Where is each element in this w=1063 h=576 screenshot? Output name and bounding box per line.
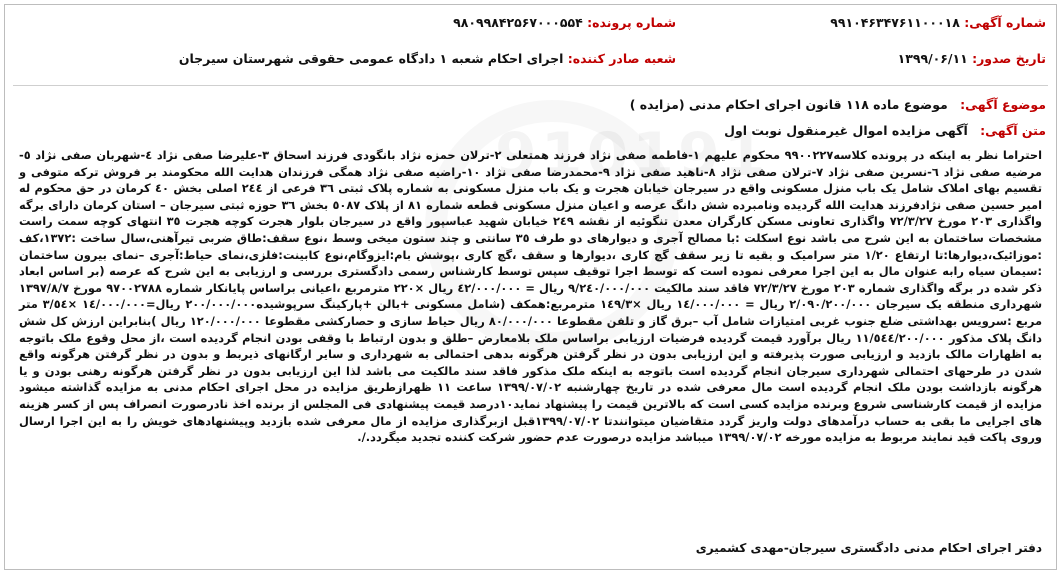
- file-number-field: [453, 15, 676, 30]
- ad-text-value: آگهی مزایده اموال غیرمنقول نوبت اول: [724, 123, 968, 138]
- file-number: ۹۸۰۹۹۸۴۲۵۶۷۰۰۰۵۵۴: [453, 15, 583, 30]
- ad-number-field: [830, 15, 1046, 30]
- subject-label: موضوع آگهی:: [960, 97, 1046, 112]
- ad-number: ۹۹۱۰۴۶۳۴۷۶۱۱۰۰۰۱۸: [830, 15, 960, 30]
- issue-date-label: تاریخ صدور:: [972, 51, 1046, 66]
- issuer-label: شعبه صادر کننده:: [567, 51, 676, 66]
- subject-value: موضوع ماده ۱۱۸ قانون اجرای احکام مدنی (مزایده ): [629, 97, 948, 112]
- notice-body: احتراما نظر به اینکه در پرونده کلاسه۹۹۰۰۲۲۷ محکوم علیهم ۱-فاطمه صفی نژاد فرزند همتعلی ۲-ترلان حمزه نژاد بانگودی فرزند اسحاق ۳-علیرضا صفی نژاد ٤-شهربان صفی نژاد ٥-مرضیه صفی نژاد ٦-نسرین صفی نژاد ۷-ترلان صفی نژاد ۸-ناهید صفی نژاد ۹-محمدرضا صفی نژاد ۱۰-راضیه صفی نژاد همگی فرزندان هدایت الله محکومند بر فروش ترکه متوفی و تقسیم بهای املاک شامل یک باب منزل مسکونی واقع در سیرجان خیابان هجرت و یک باب منزل مسکونی به شماره پلاک ثبتی ۳٦ فرعی از ۲٤٤ اصلی بخش ٤۰ کرمان در حق محکوم له امیر حسین صفی نژادفرزند هدایت الله گردیده ونامبرده شش دانگ عرصه و اعیان منزل مسکونی قطعه شماره ۸۱ از پلاک ٥۰۸۷ بخش ۳٦ حوزه ثبتی سیرجان – استان کرمان دارای برگه واگذاری ۲۰۳ مورخ ۷۲/۳/۲۷ واگذاری تعاونی مسکن کارگران معدن تنگوئیه از نقشه ۲٤۹ خیابان شهید عباسپور واقع در سیرجان بلوار هجرت کوچه هجرت ۳٥ انتهای کوچه سمت راست مشخصات ساختمان به این شرح می باشد نوع اسکلت :با مصالح آجری و دیوارهای دو طرف ۳٥ سانتی و چند ستون میخی وسط ،نوع سقف:طاق ضربی تیرآهنی،سال ساخت :۱۳۷۲،کف :موزائیک،دیوارها:تا ارتفاع ۱/۲۰ متر سرامیک و بقیه تا زیر سقف گچ کاری ،دیوارها و سقف ،گچ کاری ،پوشش بام:ایزوگام،نوع کابینت:فلزی،نمای حیاط:آجری –نمای بیرون ساختمان :سیمان سیاه رابه عنوان مال به این اجرا معرفی نموده است که توسط اجرا توقیف سپس توسط کارشناس رسمی دادگستری بررسی و ارزیابی به این شرح که عرصه (بر اساس ابعاد ذکر شده در برگه واگذاری شماره ۲۰۳ مورخ ۷۲/۳/۲۷ فاقد سند مالکیت ۹/۲٤۰/۰۰۰/۰۰۰ ریال = ٤۲/۰۰۰/۰۰۰ ریال ×۲۲۰ مترمربع ،اعیانی براساس پایانکار شماره ۹۷۰۰۲۷۸۸ مورخ ۱۳۹۷/۸/۷ شهرداری منطقه یک سیرجان ۲/۰۹۰/۲۰۰/۰۰۰ ریال = ۱٤/۰۰۰/۰۰۰ ریال ×۱٤۹/۳ مترمربع:همکف (شامل مسکونی +بالن +پارکینگ سرپوشیده۲۰۰/۰۰۰/۰۰۰ ریال=۱٤/۰۰۰/۰۰۰ ×۳/٥٤ متر مربع :سرویس بهداشتی ضلع جنوب غربی امتیازات شامل آب –برق گاز و تلفن مقطوعا ۸۰/۰۰۰/۰۰۰ ریال حیاط سازی و حصارکشی مقطوعا ۱۲۰/۰۰۰/۰۰۰ ریال )بنابراین ارزش کل شش دانگ پلاک مذکور ۱۱/٥٤٤/۲۰۰/۰۰۰ ریال برآورد قیمت گردیده فرضیات ارزیابی براساس ملک بلامعارض –طلق و بدون ارتباط با وقفی بودن انجام گردیده است ،از محل وقوع ملک باتوجه به اظهارات مالک بازدید و ارزیابی صورت پذیرفته و این ارزیابی بدون در نظر گرفتن هرگونه بدهی احتمالی به شهرداری و سایر ارگانهای ذیربط و بدون در نظر گرفتن هرگونه واقع شدن در طرحهای احتمالی شهرداری سیرجان انجام گردیده است باتوجه به اینکه ملک مذکور فاقد سند مالکیت می باشد لذا این ارزیابی بدون در نظر گرفتن هرگونه رهنی بودن و یا هرگونه بازداشت بودن ملک انجام گردیده است مال معرفی شده در تاریخ چهارشنبه ۱۳۹۹/۰۷/۰۲ ساعت ۱۱ ظهرازطریق مزایده در محل اجرای احکام مدنی به مزایده گذاشته میشود مزایده از قیمت کارشناسی شروع وبرنده مزایده کسی است که بالاترین قیمت را پیشنهاد نماید۱۰درصد قیمت پیشنهادی فی المجلس از برنده اخذ نادرصورت انصراف پس از کسر هزینه های اجرایی ما بقی به حساب درآمدهای دولت واریز گردد متقاضیان میتوانندتا ۱۳۹۹/۰۷/۰۲قبل ازبرگذاری مزایده از مال معرفی شده بازدید وپیشنهادهای خویش را به این اجرا ارسال وروی پاکت قید نمایند مربوط به مزایده مورخه ۱۳۹۹/۰۷/۰۲ میباشد مزایده درصورت عدم حضور شرکت کننده تجدید میگردد./.: [19, 148, 1043, 445]
- separator: [13, 85, 1048, 86]
- notice-document: [4, 4, 1057, 570]
- notice-footer: دفتر اجرای احکام مدنی دادگستری سیرجان-مهدی کشمیری: [695, 541, 1042, 555]
- file-number-label: شماره پرونده:: [587, 15, 676, 30]
- issuer-field: [179, 51, 676, 66]
- issuer: اجرای احکام شعبه ۱ دادگاه عمومی حقوقی شهرستان سیرجان: [178, 51, 564, 66]
- ad-text-field: [724, 123, 1046, 138]
- ad-number-label: شماره آگهی:: [964, 15, 1046, 30]
- ad-text-label: متن آگهی:: [980, 123, 1046, 138]
- issue-date-field: [898, 51, 1046, 66]
- subject-field: [630, 97, 1046, 112]
- issue-date: ۱۳۹۹/۰۶/۱۱: [897, 51, 968, 66]
